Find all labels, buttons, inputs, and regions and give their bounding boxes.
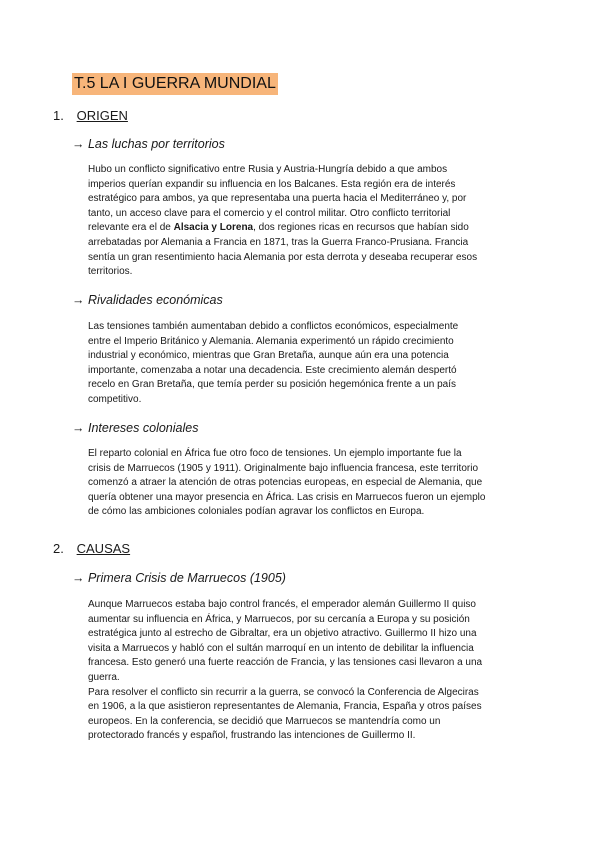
text-line: Para resolver el conflicto sin recurrir a la guerra, se convocó la Conferencia de Algeciras — [88, 686, 479, 698]
section-label: CAUSAS — [76, 541, 131, 556]
text-line: importante, comenzaba a notar una decadencia. Este crecimiento alemán despertó — [88, 364, 457, 376]
text-line: Las tensiones también aumentaban debido a conflictos económicos, especialmente — [88, 321, 459, 332]
text-line: imperios querían expandir su influencia en los Balcanes. Esta región era de interés — [88, 178, 456, 190]
text-line: estratégica junto al estrecho de Gibraltar, era un objetivo atractivo. Guillermo II hizo una — [88, 628, 477, 640]
text-line: guerra. — [88, 671, 120, 683]
text-line: quería obtener una mayor presencia en África. Las crisis en Marruecos fueron un ejemplo — [88, 491, 486, 503]
subheading-primera-crisis: → Primera Crisis de Marruecos (1905) — [72, 571, 286, 585]
section-heading-causas — [53, 541, 130, 557]
subheading-intereses: → Intereses coloniales — [72, 421, 199, 435]
text-line: El reparto colonial en África fue otro foco de tensiones. Un ejemplo importante fue la — [88, 448, 462, 459]
text-line: en 1906, a la que asistieron representantes de Alemania, Francia, España y otros países — [88, 701, 482, 713]
text-line: sentía un gran resentimiento hacia Alemania por esta derrota y deseaba recuperar esos — [88, 251, 478, 263]
text-fragment: , dos regiones ricas en recursos que habían sido — [253, 222, 469, 234]
text-line: competitivo. — [88, 393, 142, 405]
text-line: crisis de Marruecos (1905 y 1911). Originalmente bajo influencia francesa, este territorio — [88, 462, 478, 474]
text-line: de cómo las ambiciones coloniales podían agravar los conflictos en Europa. — [88, 506, 425, 518]
text-line: visita a Marruecos y habló con el sultán marroquí en un intento de debilitar la influencia — [88, 642, 474, 654]
text-line: europeos. En la conferencia, se decidió que Marruecos se mantendría como un — [88, 715, 441, 727]
text-line: comenzó a atraer la atención de otras potencias europeas, en especial de Alemania, que — [88, 477, 483, 489]
section-number: 2. — [53, 541, 64, 556]
section-number: 1. — [53, 108, 64, 123]
section-heading-origen — [53, 108, 128, 124]
bold-term: Alsacia y Lorena — [173, 222, 254, 234]
text-fragment: relevante era el de — [88, 222, 174, 234]
text-line: francesa. Esto generó una fuerte reacción de Francia, y las tensiones casi llevaron a una — [88, 657, 483, 669]
paragraph-primera-crisis — [88, 598, 528, 744]
paragraph-intereses — [88, 447, 528, 520]
page-title: T.5 LA I GUERRA MUNDIAL — [72, 73, 278, 95]
subheading-luchas: → Las luchas por territorios — [72, 137, 225, 151]
text-line: Hubo un conflicto significativo entre Rusia y Austria-Hungría debido a que ambos — [88, 164, 448, 175]
text-line: aumentar su influencia en África, y Marruecos, por su cercanía a Europa y su posición — [88, 613, 470, 625]
text-line: estratégico para ambos, ya que representaba una puerta hacia el Mediterráneo y, por — [88, 193, 467, 205]
section-label: ORIGEN — [76, 108, 128, 123]
text-line: entre el Imperio Británico y Alemania. Alemania experimentó un rápido crecimiento — [88, 335, 454, 347]
text-line: industrial y económico, mientras que Gran Bretaña, aunque aún era una potencia — [88, 350, 449, 362]
text-line: protectorado francés y español, frustrando las intenciones de Guillermo II. — [88, 730, 416, 742]
text-line: recelo en Gran Bretaña, que temía perder su posición hegemónica frente a un país — [88, 379, 457, 391]
text-line: arrebatadas por Alemania a Francia en 1871, tras la Guerra Franco-Prusiana. Francia — [88, 236, 469, 248]
text-line: tanto, un acceso clave para el comercio y el control militar. Otro conflicto territorial — [88, 207, 451, 219]
paragraph-rivalidades — [88, 320, 528, 408]
paragraph-luchas — [88, 163, 528, 280]
text-line: Aunque Marruecos estaba bajo control francés, el emperador alemán Guillermo II quiso — [88, 599, 476, 610]
text-line: territorios. — [88, 266, 133, 278]
subheading-rivalidades: → Rivalidades económicas — [72, 293, 223, 307]
text-line — [88, 221, 528, 236]
